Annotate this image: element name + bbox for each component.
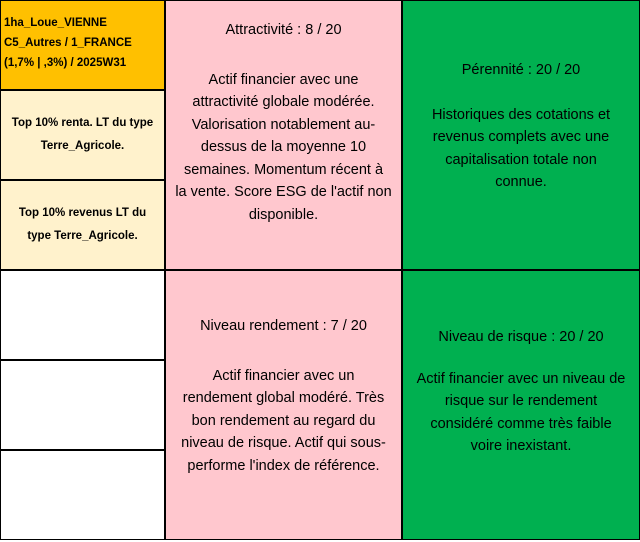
- asset-name: 1ha_Loue_VIENNE: [4, 17, 107, 29]
- risque-title: Niveau de risque : 20 / 20: [438, 329, 604, 345]
- perennite-line: connue.: [495, 174, 547, 190]
- perennite-line: capitalisation totale non: [445, 151, 597, 168]
- perennite-title: Pérennité : 20 / 20: [461, 62, 581, 78]
- rendement-line: performe l'index de référence.: [187, 457, 380, 474]
- badge-top-revenus: [0, 180, 165, 270]
- risque-line: Actif financier avec un niveau de: [416, 370, 626, 387]
- badge-top-renta-line2: Terre_Agricole.: [40, 140, 125, 152]
- perennite-panel: [402, 0, 640, 270]
- empty-cell-1: [0, 270, 165, 360]
- attractivite-line: dessus de la moyenne 10: [200, 139, 367, 155]
- perennite-line: revenus complets avec une: [432, 129, 610, 145]
- rendement-line: Actif financier avec un: [212, 367, 355, 384]
- asset-category: C5_Autres / 1_FRANCE: [4, 37, 132, 49]
- attractivite-panel: [165, 0, 402, 270]
- risque-panel: [402, 270, 640, 540]
- rendement-title: Niveau rendement : 7 / 20: [200, 318, 367, 334]
- rendement-line: rendement global modéré. Très: [182, 390, 385, 406]
- attractivite-title: Attractivité : 8 / 20: [225, 22, 342, 38]
- attractivite-line: Actif financier avec une: [208, 71, 359, 88]
- perennite-line: Historiques des cotations et: [431, 106, 611, 123]
- badge-top-renta-line1: Top 10% renta. LT du type: [11, 117, 154, 129]
- empty-cell-2: [0, 360, 165, 450]
- asset-period: (1,7% | ,3%) / 2025W31: [4, 57, 127, 69]
- attractivite-line: semaines. Momentum récent à: [183, 161, 384, 178]
- attractivite-line: disponible.: [248, 206, 319, 223]
- rendement-panel: [165, 270, 402, 540]
- risque-line: considéré comme très faible: [430, 415, 612, 432]
- attractivite-line: Valorisation notablement au-: [191, 116, 376, 133]
- risque-line: voire inexistant.: [470, 438, 572, 454]
- attractivite-line: attractivité globale modérée.: [192, 94, 375, 110]
- rendement-line: niveau de risque. Actif qui sous-: [181, 435, 386, 451]
- badge-top-renta: [0, 90, 165, 180]
- risque-line: risque sur le rendement: [444, 393, 598, 409]
- badge-top-revenus-line2: type Terre_Agricole.: [27, 230, 138, 242]
- attractivite-line: la vente. Score ESG de l'actif non: [175, 184, 392, 200]
- asset-header-cell: [0, 0, 165, 90]
- badge-top-revenus-line1: Top 10% revenus LT du: [18, 207, 147, 219]
- empty-cell-3: [0, 450, 165, 540]
- rendement-line: bon rendement au regard du: [191, 412, 376, 429]
